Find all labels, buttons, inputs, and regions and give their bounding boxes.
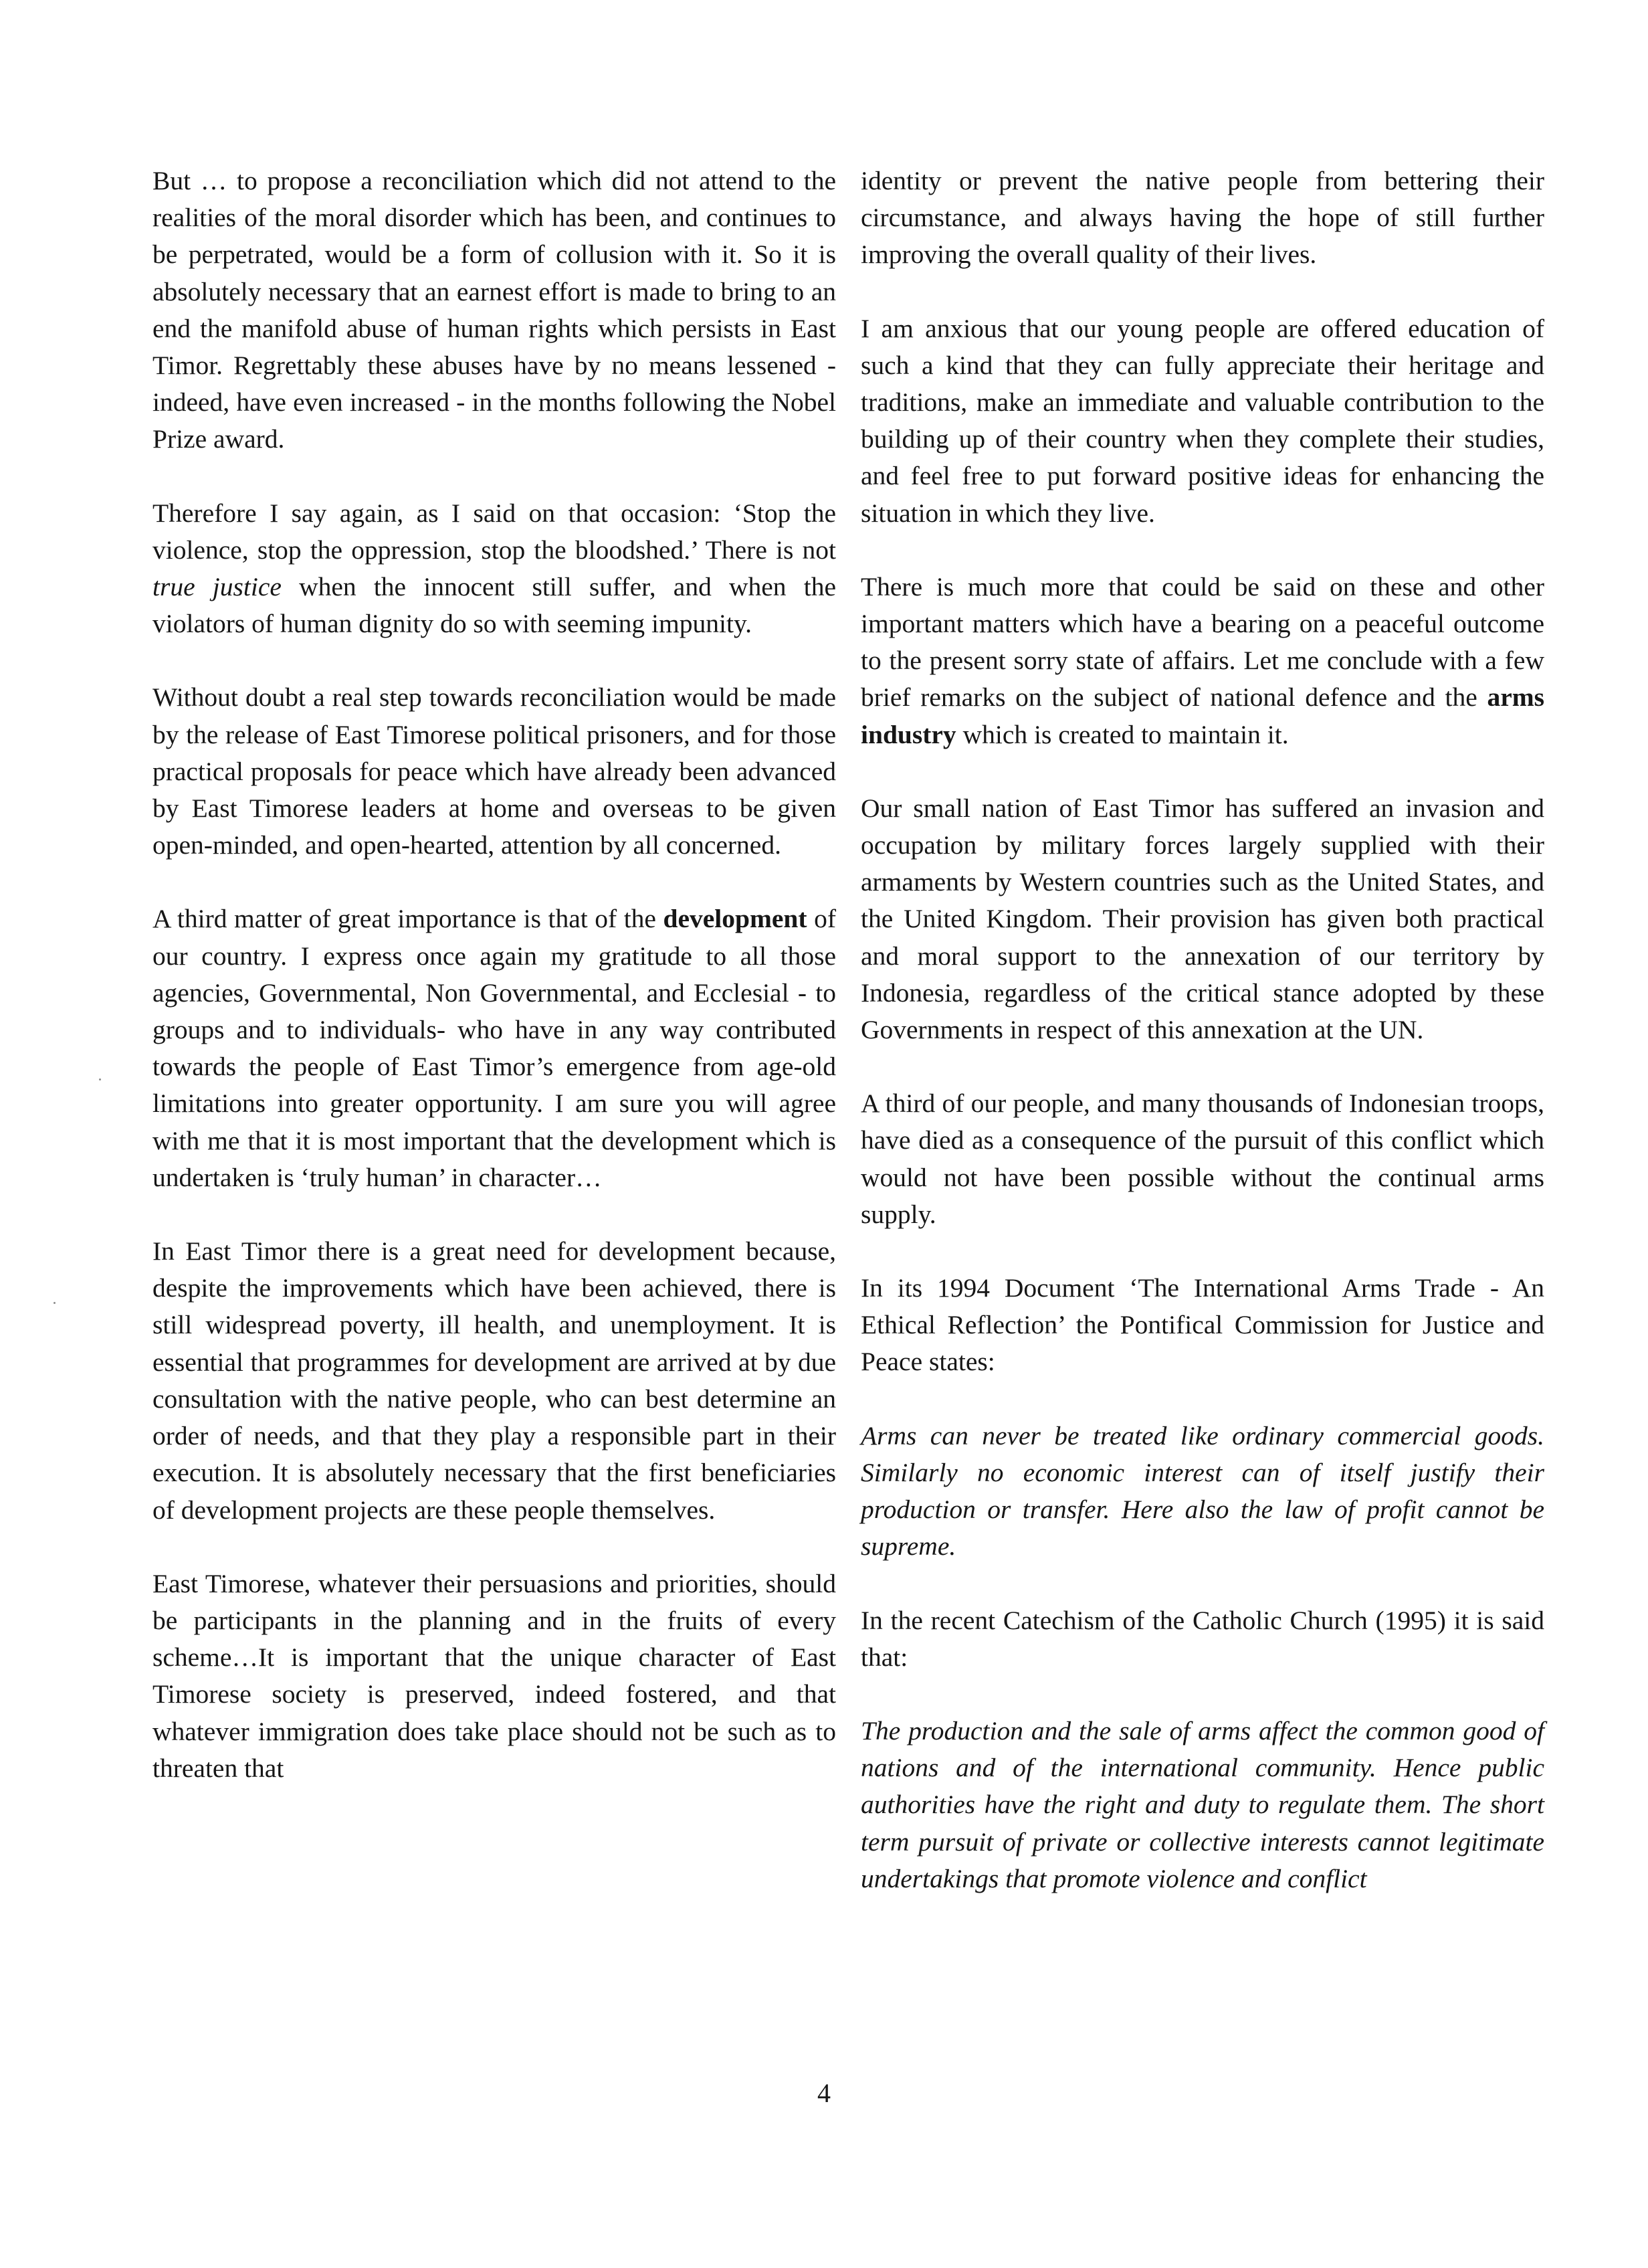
text-run: which is created to maintain it.	[956, 719, 1289, 749]
emphasis-true-justice: true justice	[152, 572, 282, 602]
quote-paragraph	[861, 1713, 1544, 1897]
text-run: Without doubt a real step towards reconciliation would be made by the release of East Timorese political prisoners, and for those practical proposals for peace which have already been advanced by East Timorese leaders at home and overseas to be given open-minded, and open-hearted, attention by all concerned.	[152, 682, 836, 860]
text-run: I am anxious that our young people are offered education of such a kind that they can fully appreciate their heritage and traditions, make an immediate and valuable contribution to the building up of their country when they complete their studies, and feel free to put forward positive ideas for enhancing the situation in which they live.	[861, 313, 1544, 528]
bold-development: development	[663, 904, 807, 934]
text-run: In the recent Catechism of the Catholic Church (1995) it is said that:	[861, 1605, 1544, 1672]
scan-speck	[54, 1302, 56, 1304]
text-run: There is much more that could be said on these and other important matters which have a bearing on a peaceful outcome to the present sorry state of affairs. Let me conclude with a few brief remarks on the subject of national defence and the	[861, 571, 1544, 713]
text-run: In East Timor there is a great need for development because, despite the improvements which have been achieved, there is still widespread poverty, ill health, and unemployment. It is essential that programmes for development are arrived at by due consultation with the native people, who can best determine an order of needs, and that they play a responsible part in their execution. It is absolutely necessary that the first beneficiaries of development projects are these people themselves.	[152, 1236, 836, 1525]
right-column	[861, 163, 1544, 1897]
text-run: Our small nation of East Timor has suffered an invasion and occupation by military forces largely supplied with their armaments by Western countries such as the United States, and the United Kingdom. Their provision has given both practical and moral support to the annexation of our territory by Indonesia, regardless of the critical stance adopted by these Governments in respect of this annexation at the UN.	[861, 793, 1544, 1045]
text-run: A third matter of great importance is that of the	[152, 904, 663, 934]
page-number: 4	[817, 2078, 831, 2108]
quote-text: The production and the sale of arms affect the common good of nations and of the international community. Hence public authorities have the right and duty to regulate them. The short term pursuit of private or collective interests cannot legitimate undertakings that promote violence and conflict	[861, 1715, 1544, 1893]
paragraph	[861, 1270, 1544, 1381]
paragraph	[861, 569, 1544, 753]
text-run: In its 1994 Document ‘The International Arms Trade - An Ethical Reflection’ the Pontifical Commission for Justice and Peace states:	[861, 1273, 1544, 1377]
paragraph	[152, 1566, 836, 1787]
paragraph	[861, 790, 1544, 1048]
paragraph	[152, 495, 836, 643]
quote-paragraph	[861, 1418, 1544, 1566]
bold-arms-industry: arms industry	[861, 682, 1544, 749]
paragraph	[861, 1085, 1544, 1233]
text-run: Therefore I say again, as I said on that occasion: ‘Stop the violence, stop the oppression, stop the bloodshed.’ There is not	[152, 498, 836, 565]
scan-speck	[99, 1078, 101, 1080]
text-run: East Timorese, whatever their persuasions and priorities, should be participants in the planning and in the fruits of every scheme…It is important that the unique character of East Timorese society is preserved, indeed fostered, and that whatever immigration does take place should not be such as to threaten that	[152, 1568, 836, 1783]
paragraph	[152, 679, 836, 864]
quote-text: Arms can never be treated like ordinary commercial goods. Similarly no economic interest can of itself justify their production or transfer. Here also the law of profit cannot be supreme.	[861, 1420, 1544, 1562]
text-run: A third of our people, and many thousands of Indonesian troops, have died as a consequence of the pursuit of this conflict which would not have been possible without the continual arms supply.	[861, 1089, 1544, 1229]
paragraph	[861, 1602, 1544, 1676]
text-run: of our country. I express once again my gratitude to all those agencies, Governmental, Non Governmental, and Ecclesial - to groups and to individuals- who have in any way contributed towards the people of East Timor’s emergence from age-old limitations into greater opportunity. I am sure you will agree with me that it is most important that the development which is undertaken is ‘truly human’ in character…	[152, 904, 836, 1192]
paragraph	[152, 1233, 836, 1529]
paragraph	[861, 310, 1544, 532]
left-column	[152, 163, 836, 1787]
paragraph	[152, 901, 836, 1196]
text-run: But … to propose a reconciliation which did not attend to the realities of the moral disorder which has been, and continues to be perpetrated, would be a form of collusion with it. So it is absolutely necessary that an earnest effort is made to bring to an end the manifold abuse of human rights which persists in East Timor. Regrettably these abuses have by no means lessened - indeed, have even increased - in the months following the Nobel Prize award.	[152, 166, 836, 454]
paragraph	[861, 163, 1544, 274]
text-run: when the innocent still suffer, and when the violators of human dignity do so with seeming impunity.	[152, 572, 836, 639]
paragraph	[152, 163, 836, 458]
text-run: identity or prevent the native people from bettering their circumstance, and always having the hope of still further improving the overall quality of their lives.	[861, 166, 1544, 270]
